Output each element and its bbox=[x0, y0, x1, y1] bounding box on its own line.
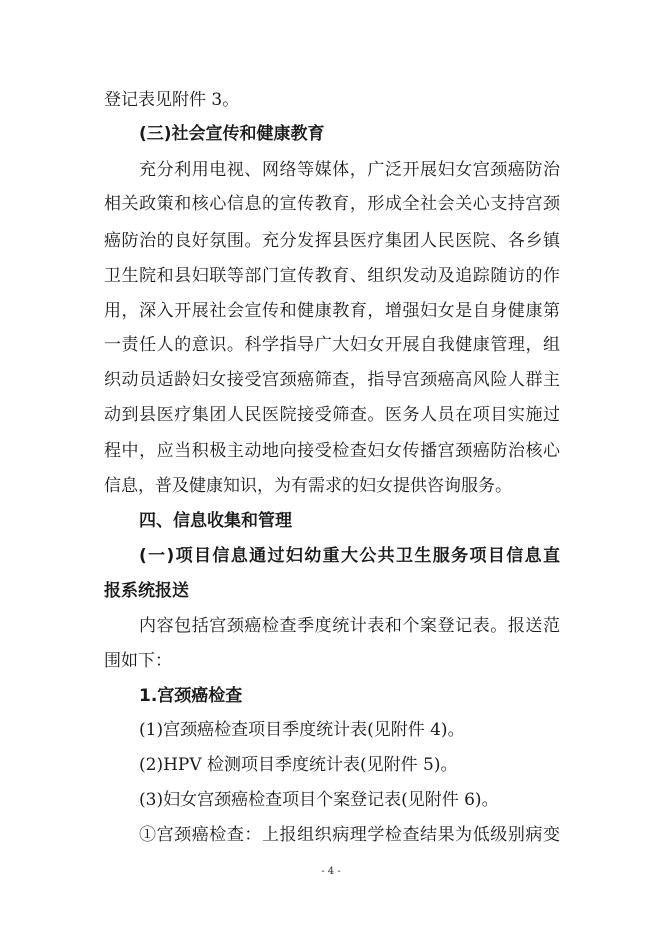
section-heading-4: 四、信息收集和管理 bbox=[139, 511, 292, 531]
section-heading-3: (三)社会宣传和健康教育 bbox=[139, 124, 325, 144]
text-line: 织动员适龄妇女接受宫颈癌筛查，指导宫颈癌高风险人群主 bbox=[104, 370, 560, 390]
list-item: (3)妇女宫颈癌检查项目个案登记表(见附件 6)。 bbox=[139, 790, 499, 810]
text-line: ①宫颈癌检查：上报组织病理学检查结果为低级别病变 bbox=[139, 825, 560, 845]
item-heading: 1.宫颈癌检查 bbox=[139, 686, 243, 706]
page-number: - 4 - bbox=[321, 866, 341, 877]
text-line: 一责任人的意识。科学指导广大妇女开展自我健康管理，组 bbox=[104, 335, 560, 355]
text-line: 登记表见附件 3。 bbox=[104, 90, 240, 110]
text-line: 充分利用电视、网络等媒体，广泛开展妇女宫颈癌防治 bbox=[139, 160, 560, 180]
list-item: (1)宫颈癌检查项目季度统计表(见附件 4)。 bbox=[139, 720, 465, 740]
text-line: 信息，普及健康知识，为有需求的妇女提供咨询服务。 bbox=[104, 476, 512, 496]
list-item: (2)HPV 检测项目季度统计表(见附件 5)。 bbox=[139, 755, 458, 775]
text-line: 动到县医疗集团人民医院接受筛查。医务人员在项目实施过 bbox=[104, 405, 560, 425]
text-line: 程中，应当积极主动地向接受检查妇女传播宫颈癌防治核心 bbox=[104, 441, 560, 461]
text-line: 相关政策和核心信息的宣传教育，形成全社会关心支持宫颈 bbox=[104, 194, 560, 214]
text-line: 癌防治的良好氛围。充分发挥县医疗集团人民医院、各乡镇 bbox=[104, 231, 560, 251]
text-line: 内容包括宫颈癌检查季度统计表和个案登记表。报送范 bbox=[139, 616, 560, 636]
subsection-heading-cont: 报系统报送 bbox=[104, 581, 189, 601]
text-line: 用，深入开展社会宣传和健康教育，增强妇女是自身健康第 bbox=[104, 301, 560, 321]
subsection-heading: (一)项目信息通过妇幼重大公共卫生服务项目信息直 bbox=[139, 546, 560, 566]
text-line: 卫生院和县妇联等部门宣传教育、组织发动及追踪随访的作 bbox=[104, 266, 560, 286]
text-line: 围如下： bbox=[104, 651, 172, 671]
